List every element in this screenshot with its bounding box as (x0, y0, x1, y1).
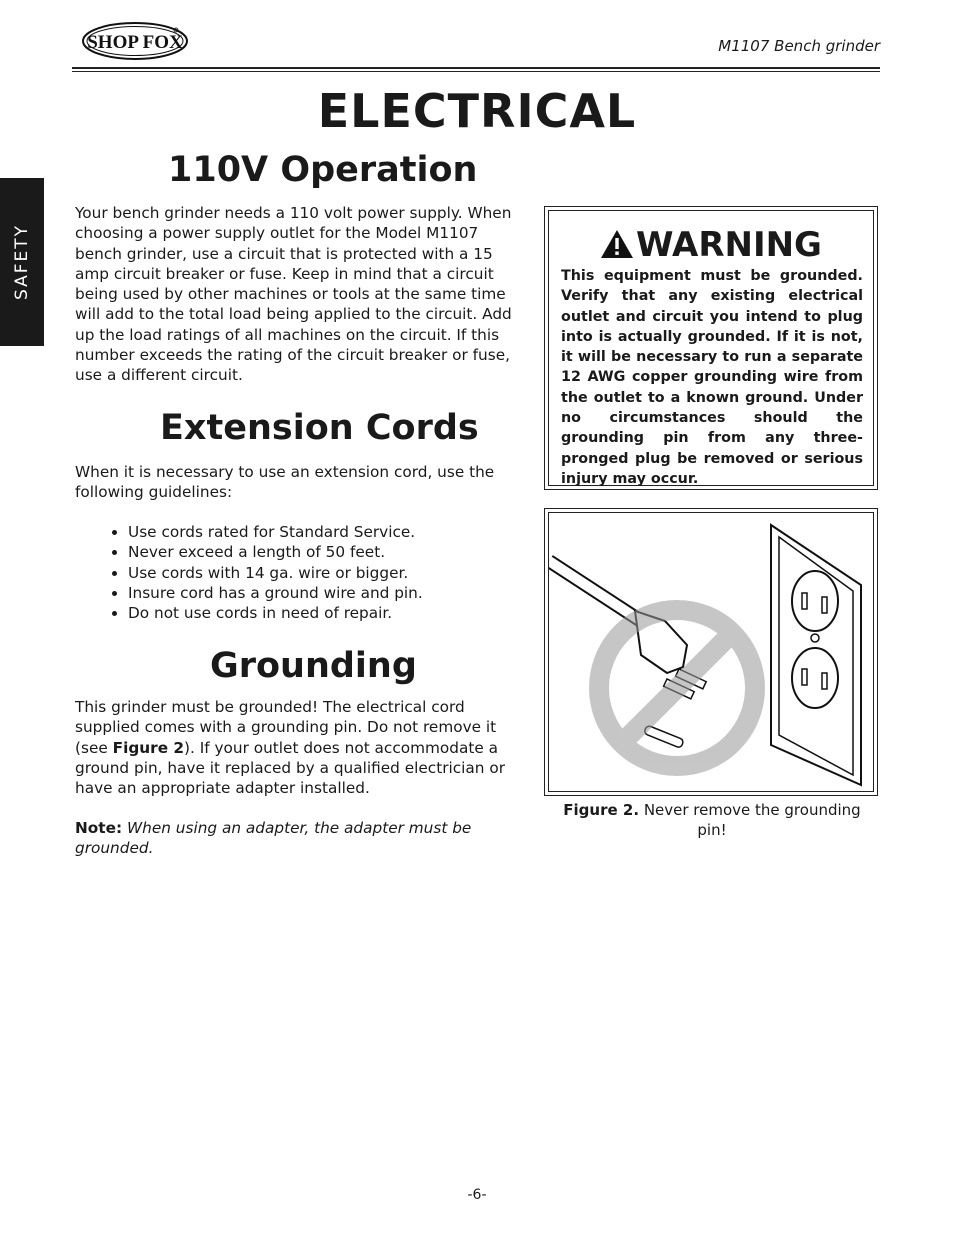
list-item: • Insure cord has a ground wire and pin. (128, 583, 548, 603)
heading-110v-operation: 110V Operation (168, 150, 478, 190)
operation-paragraph: Your bench grinder needs a 110 volt power supply. When choosing a power supply outlet for the Model M1107 bench grinder, use a circuit that is protected with a 15 amp circuit breaker or fuse. Keep in mind that a circuit being used by other machines or tools at the same time will add to the total load being applied to the circuit. Add up the load ratings of all machines on the circuit. If this number exceeds the rating of the circuit breaker or fuse, use a different circuit. (75, 204, 512, 385)
warning-title: WARNING (636, 225, 822, 265)
figure-label: Figure 2. (563, 801, 640, 819)
header-rule (72, 67, 880, 69)
svg-text:SHOP FOX: SHOP FOX (87, 32, 183, 53)
page-title: ELECTRICAL (317, 84, 637, 138)
list-item: • Never exceed a length of 50 feet. (128, 542, 548, 562)
figure-2-box (544, 508, 878, 796)
warning-box-inner (548, 210, 874, 486)
model-name: M1107 Bench grinder (718, 37, 880, 55)
list-item: • Do not use cords in need of repair. (128, 603, 548, 623)
figure-caption-text: Never remove the grounding pin! (643, 801, 861, 839)
screw-icon (811, 634, 819, 642)
note-label: Note: (75, 819, 123, 837)
warning-triangle-icon (600, 228, 634, 260)
heading-grounding: Grounding (210, 646, 417, 686)
outlet-icon (792, 571, 838, 631)
warning-text: This equipment must be grounded. Verify that any existing electrical outlet and circuit you intend to plug into is actually grounded. If it is not, it will be necessary to run a separate 12 AWG copper grounding wire from the outlet to a known ground. Under no circumstances should the grounding pin from any three-pronged plug be removed or serious injury may occur. (561, 268, 863, 487)
warning-header (549, 225, 873, 265)
header-rule-thin (72, 71, 880, 72)
warning-box (544, 206, 878, 490)
note-text: When using an adapter, the adapter must be grounded. (75, 819, 472, 858)
grounding-text-start: This grinder must be grounded! The electrical cord supplied comes with a grounding pin. Do not remove it (see (75, 698, 497, 757)
shop-fox-logo (80, 20, 190, 64)
safety-tab (0, 178, 44, 346)
figure-2-illustration (548, 512, 874, 792)
grounding-text-end: ). If your outlet does not accommodate a ground pin, have it replaced by a qualified electrician or have an appropriate adapter installed. (75, 738, 505, 798)
page-number: -6- (467, 1187, 487, 1203)
heading-extension-cords: Extension Cords (160, 408, 479, 448)
list-item: • Use cords rated for Standard Service. (128, 522, 548, 542)
outlet-icon (792, 648, 838, 708)
figure-caption (560, 800, 864, 840)
safety-tab-label: SAFETY (12, 223, 32, 301)
grounding-paragraph (75, 697, 525, 798)
extension-intro: When it is necessary to use an extension cord, use the following guidelines: (75, 463, 495, 502)
extension-guidelines-list (108, 522, 548, 623)
list-item: • Use cords with 14 ga. wire or bigger. (128, 563, 548, 583)
figure-reference: Figure 2 (112, 738, 185, 757)
grounding-note (75, 818, 525, 859)
